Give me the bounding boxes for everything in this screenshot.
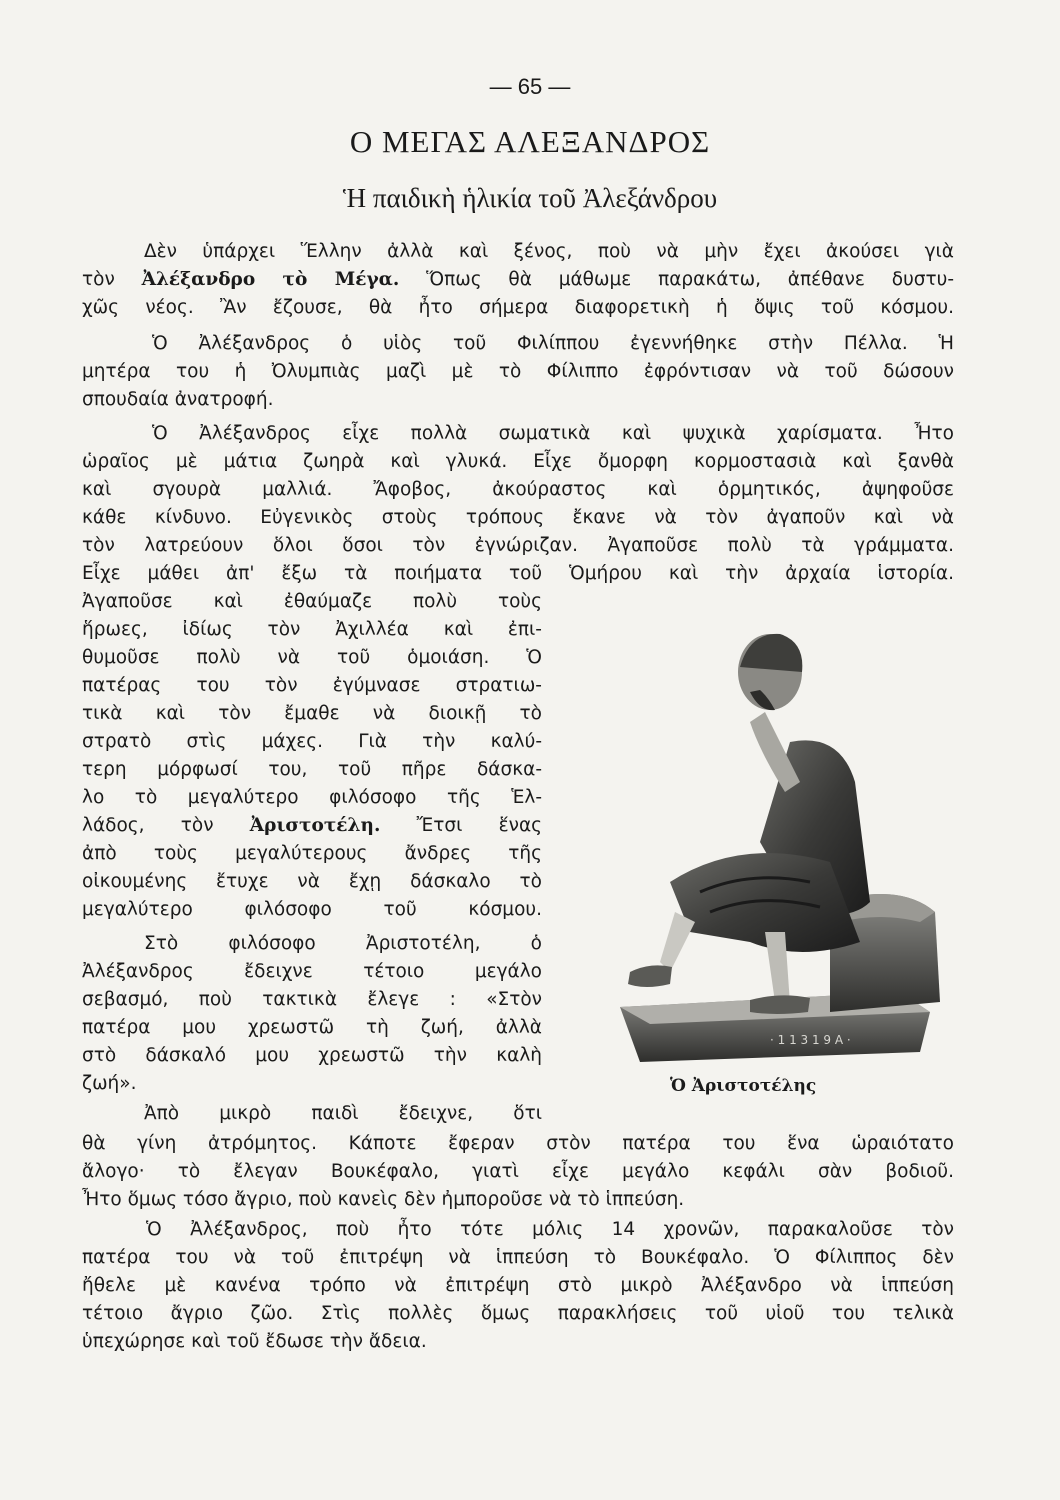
- text-line: ὑπεχώρησε καὶ τοῦ ἔδωσε τὴν ἄδεια.: [82, 1331, 427, 1352]
- text-line: τικὰ καὶ τὸν ἔμαθε νὰ διοικῇ τὸ: [82, 703, 542, 724]
- text-line: τὸν λατρεύουν ὅλοι ὅσοι τὸν ἐγνώριζαν. Ἀγαποῦσε πολὺ τὰ γράμματα.: [82, 535, 954, 556]
- text-line: λάδος, τὸν Ἀριστοτέλη. Ἔτσι ἕνας: [82, 815, 542, 836]
- text-line: σεβασμό, ποὺ τακτικὰ ἔλεγε : «Στὸν: [82, 989, 542, 1010]
- page-title: Ο ΜΕΓΑΣ ΑΛΕΞΑΝΔΡΟΣ: [349, 124, 711, 159]
- page-number: — 65 —: [489, 74, 571, 99]
- text-line: θυμοῦσε πολὺ νὰ τοῦ ὁμοιάση. Ὁ: [82, 647, 542, 668]
- section-subtitle: Ἡ παιδικὴ ἡλικία τοῦ Ἀλεξάνδρου: [342, 183, 718, 213]
- aristotle-statue-icon: [600, 612, 950, 1072]
- text-line: Ὁ Ἀλέξανδρος ὁ υἱὸς τοῦ Φιλίππου ἐγεννήθηκε στὴν Πέλλα. Ἡ: [152, 333, 954, 354]
- text-line: λο τὸ μεγαλύτερο φιλόσοφο τῆς Ἑλ-: [82, 787, 542, 808]
- text-line: μητέρα του ἡ Ὀλυμπιὰς μαζὶ μὲ τὸ Φίλιππο ἐφρόντισαν νὰ τοῦ δώσουν: [82, 361, 954, 382]
- text-line: ἄλογο· τὸ ἔλεγαν Βουκέφαλο, γιατὶ εἶχε μεγάλο κεφάλι σὰν βοδιοῦ.: [82, 1161, 954, 1182]
- text-line: ἥρωες, ἰδίως τὸν Ἀχιλλέα καὶ ἐπι-: [82, 619, 542, 640]
- text-line: σπουδαία ἀνατροφή.: [82, 389, 274, 410]
- emphasis-alexander: Ἀλέξανδρο τὸ Μέγα.: [141, 269, 400, 290]
- text-line: Δὲν ὑπάρχει Ἕλλην ἀλλὰ καὶ ξένος, ποὺ νὰ μὴν ἔχει ἀκούσει γιὰ: [144, 241, 954, 262]
- text-line: οἰκουμένης ἔτυχε νὰ ἔχῃ δάσκαλο τὸ: [82, 871, 542, 892]
- text-line: ζωή».: [82, 1073, 137, 1094]
- text-line: πατέρα μου χρεωστῶ τὴ ζωή, ἀλλὰ: [82, 1017, 542, 1038]
- emphasis-aristotle: Ἀριστοτέλη.: [249, 815, 381, 836]
- text-line: ἀπὸ τοὺς μεγαλύτερους ἄνδρες τῆς: [82, 843, 542, 864]
- text-line: Ἦτο ὅμως τόσο ἄγριο, ποὺ κανεὶς δὲν ἠμποροῦσε νὰ τὸ ἱππεύση.: [82, 1189, 685, 1210]
- text-line: καὶ σγουρὰ μαλλιά. Ἄφοβος, ἀκούραστος καὶ ὁρμητικός, ἀψηφοῦσε: [82, 479, 954, 500]
- text-line: Ὁ Ἀλέξανδρος, ποὺ ἦτο τότε μόλις 14 χρονῶν, παρακαλοῦσε τὸν: [146, 1219, 954, 1240]
- text-line: ὡραῖος μὲ μάτια ζωηρὰ καὶ γλυκά. Εἶχε ὄμορφη κορμοστασιὰ καὶ ξανθὰ: [82, 451, 954, 472]
- text-line: χῶς νέος. Ἂν ἔζουσε, θὰ ἦτο σήμερα διαφορετικὴ ἡ ὄψις τοῦ κόσμου.: [82, 297, 954, 318]
- text-line: μεγαλύτερο φιλόσοφο τοῦ κόσμου.: [82, 899, 542, 920]
- text-line: πατέρας του τὸν ἐγύμνασε στρατιω-: [82, 675, 542, 696]
- text-line: Εἶχε μάθει ἀπ' ἔξω τὰ ποιήματα τοῦ Ὁμήρου καὶ τὴν ἀρχαία ἱστορία.: [82, 563, 954, 584]
- text-line: τερη μόρφωσί του, τοῦ πῆρε δάσκα-: [82, 759, 542, 780]
- text-line: κάθε κίνδυνο. Εὐγενικὸς στοὺς τρόπους ἔκανε νὰ τὸν ἀγαποῦν καὶ νὰ: [82, 507, 954, 528]
- text-line: Ἀγαποῦσε καὶ ἐθαύμαζε πολὺ τοὺς: [82, 591, 542, 612]
- figure-caption: Ὁ Ἀριστοτέλης: [670, 1076, 817, 1096]
- svg-text:· 1 1 3 1 9 A ·: · 1 1 3 1 9 A ·: [770, 1033, 851, 1047]
- text-line: Στὸ φιλόσοφο Ἀριστοτέλη, ὁ: [144, 933, 542, 954]
- text-line: στὸ δάσκαλό μου χρεωστῶ τὴν καλὴ: [82, 1045, 542, 1066]
- text-line: πατέρα του νὰ τοῦ ἐπιτρέψη νὰ ἱππεύση τὸ Βουκέφαλο. Ὁ Φίλιππος δὲν: [82, 1247, 954, 1268]
- text-line: Ὁ Ἀλέξανδρος εἶχε πολλὰ σωματικὰ καὶ ψυχικὰ χαρίσματα. Ἦτο: [152, 423, 954, 444]
- text-line: Ἀπὸ μικρὸ παιδὶ ἔδειχνε, ὅτι: [144, 1103, 542, 1124]
- text-line: τέτοιο ἄγριο ζῶο. Στὶς πολλὲς ὅμως παρακλήσεις τοῦ υἱοῦ του τελικὰ: [82, 1303, 954, 1324]
- text-line: τὸν Ἀλέξανδρο τὸ Μέγα. Ὅπως θὰ μάθωμε παρακάτω, ἀπέθανε δυστυ-: [82, 269, 955, 290]
- text-line: ἤθελε μὲ κανένα τρόπο νὰ ἐπιτρέψη στὸ μικρὸ Ἀλέξανδρο νὰ ἱππεύση: [82, 1275, 954, 1296]
- text-line: θὰ γίνη ἀτρόμητος. Κάποτε ἔφεραν στὸν πατέρα του ἕνα ὡραιότατο: [82, 1133, 954, 1154]
- text-line: Ἀλέξανδρος ἔδειχνε τέτοιο μεγάλο: [82, 961, 542, 982]
- text-line: στρατὸ στὶς μάχες. Γιὰ τὴν καλύ-: [82, 731, 542, 752]
